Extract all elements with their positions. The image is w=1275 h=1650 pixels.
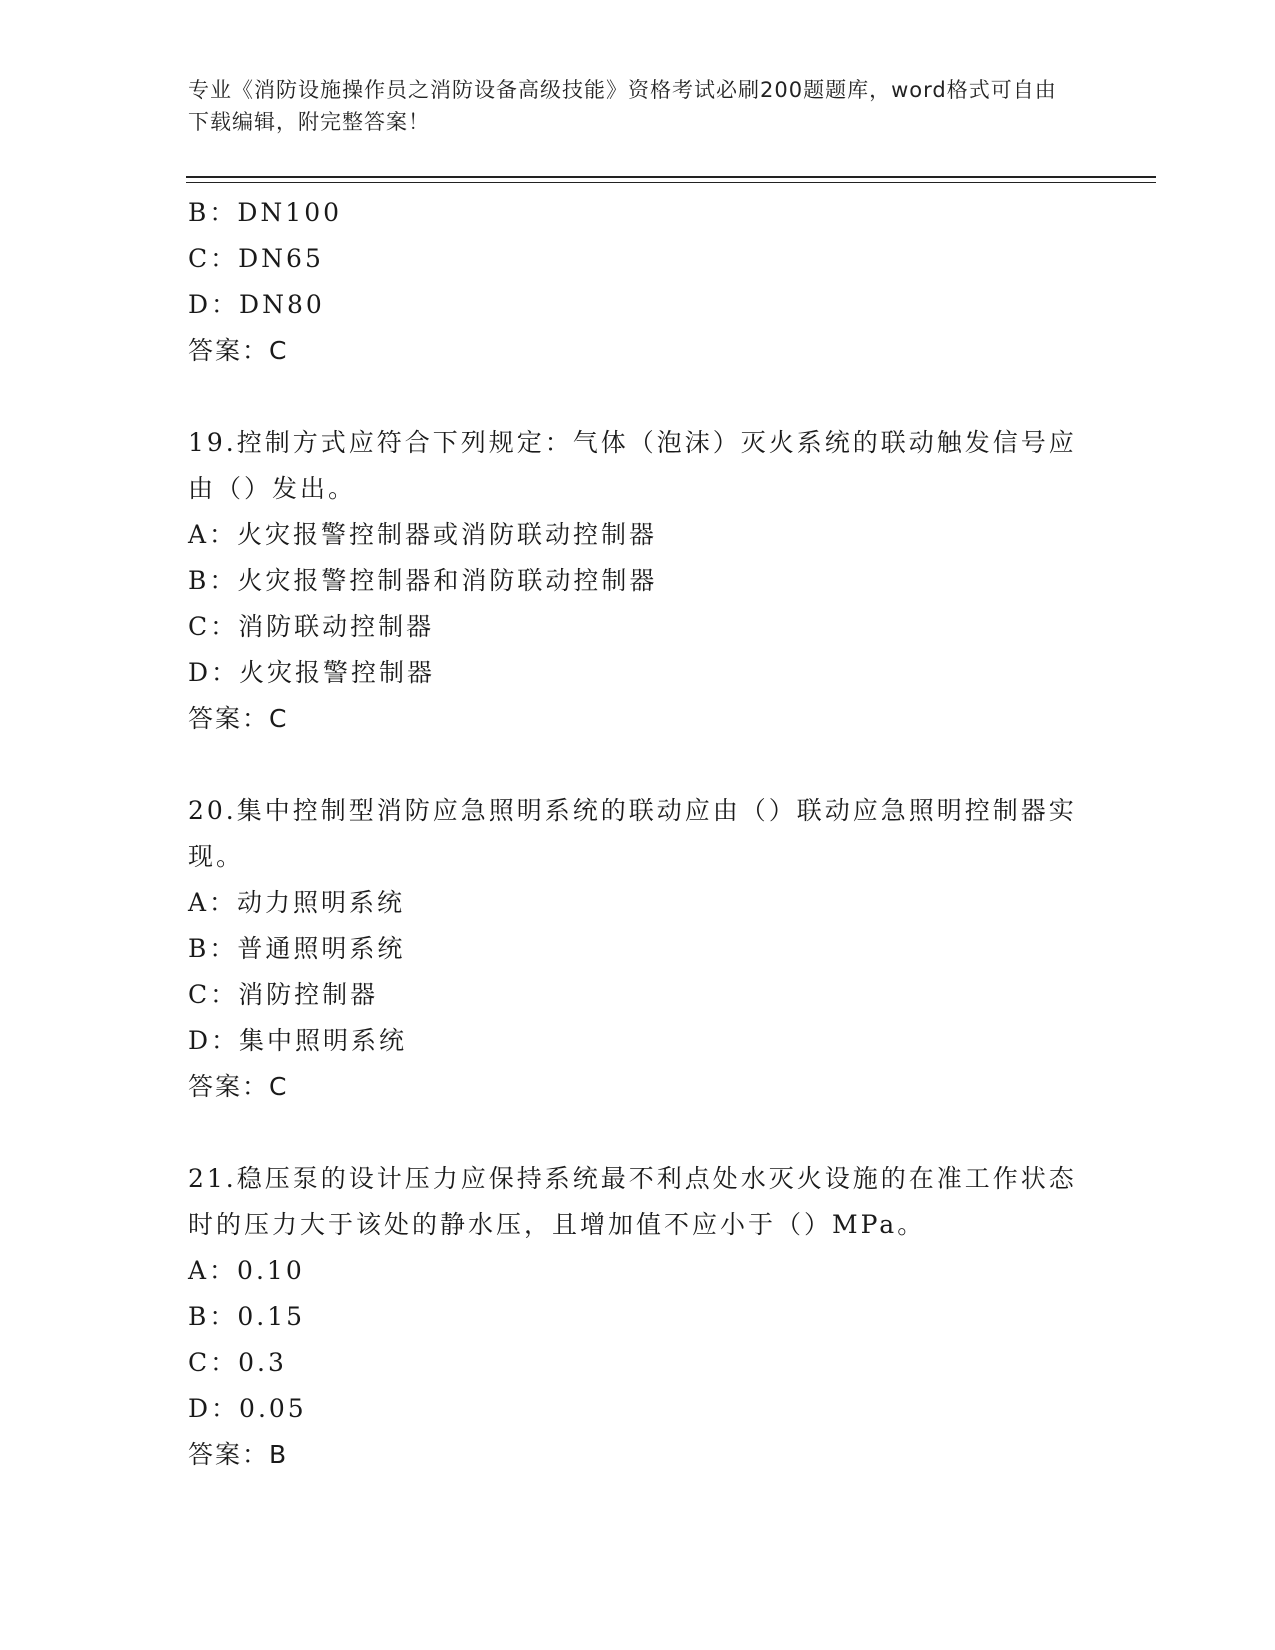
option-c: C：消防联动控制器: [188, 612, 435, 641]
option-b: B：普通照明系统: [188, 934, 406, 963]
option-d: D：火灾报警控制器: [188, 658, 436, 687]
answer-line: 答案：C: [188, 1072, 289, 1101]
question-text: 21.稳压泵的设计压力应保持系统最不利点处水灭火设施的在准工作状态时的压力大于该处的静水压，且增加值不应小于（）MPa。: [188, 1164, 1077, 1239]
question-21: [188, 1156, 1088, 1478]
option-d: D：集中照明系统: [188, 1026, 408, 1055]
option-d: D：0.05: [188, 1394, 307, 1423]
question-18-continued: [188, 190, 1088, 374]
question-20: [188, 788, 1088, 1110]
option-b: B：DN100: [188, 198, 343, 227]
option-b: B：火灾报警控制器和消防联动控制器: [188, 566, 658, 595]
option-d: D：DN80: [188, 290, 325, 319]
answer-line: 答案：C: [188, 336, 289, 365]
option-a: A：火灾报警控制器或消防联动控制器: [188, 520, 658, 549]
question-list: [188, 190, 1088, 1478]
option-c: C：DN65: [188, 244, 324, 273]
option-c: C：0.3: [188, 1348, 287, 1377]
option-c: C：消防控制器: [188, 980, 379, 1009]
question-text: 19.控制方式应符合下列规定：气体（泡沫）灭火系统的联动触发信号应由（）发出。: [188, 428, 1077, 503]
question-text: 20.集中控制型消防应急照明系统的联动应由（）联动应急照明控制器实现。: [188, 796, 1077, 871]
question-19: [188, 420, 1088, 742]
header-divider: [186, 176, 1156, 178]
header-divider-thin: [186, 182, 1156, 183]
answer-line: 答案：C: [188, 704, 289, 733]
document-header: 专业《消防设施操作员之消防设备高级技能》资格考试必刷200题题库，word格式可自由下载编辑，附完整答案！: [188, 78, 1057, 134]
option-a: A：0.10: [188, 1256, 305, 1285]
option-a: A：动力照明系统: [188, 888, 406, 917]
option-b: B：0.15: [188, 1302, 306, 1331]
answer-line: 答案：B: [188, 1440, 289, 1469]
